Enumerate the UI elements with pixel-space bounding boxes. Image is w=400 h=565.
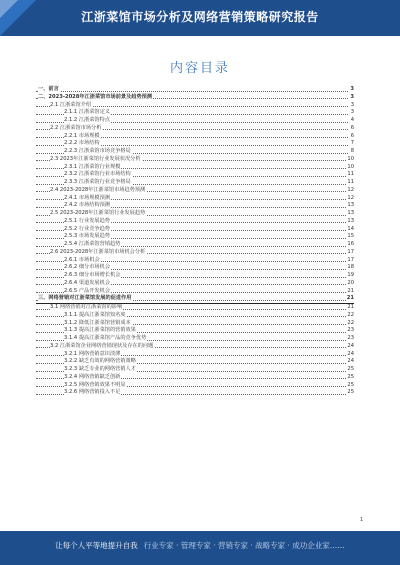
toc-entry-page: 11 bbox=[347, 179, 354, 185]
toc-entry[interactable] bbox=[36, 156, 354, 164]
toc-entry-page: 3 bbox=[350, 101, 354, 108]
toc-entry[interactable] bbox=[36, 117, 354, 125]
toc-entry[interactable] bbox=[36, 264, 354, 272]
toc-entry-page: 11 bbox=[347, 171, 354, 178]
toc-entry-page: 19 bbox=[347, 272, 354, 278]
toc-entry-page: 16 bbox=[347, 241, 354, 247]
toc-entry-title: 3.2.3 缺乏专业的网络营销人才 bbox=[64, 366, 136, 372]
toc-entry-title: 2.2.3 江浙菜馆市场竞争格局 bbox=[64, 148, 131, 154]
toc-entry[interactable] bbox=[36, 312, 354, 320]
footer-text bbox=[0, 531, 400, 565]
toc-entry-title: 2.4.1 市场规模预测 bbox=[64, 194, 110, 201]
toc-entry-page: 22 bbox=[347, 311, 354, 318]
toc-entry-page: 25 bbox=[347, 373, 354, 380]
toc-entry[interactable] bbox=[36, 125, 354, 133]
toc-entry-title: 3.2.6 网络营销投入不足 bbox=[64, 389, 121, 396]
table-of-contents bbox=[36, 86, 354, 397]
toc-entry-page: 25 bbox=[347, 381, 354, 388]
toc-entry-title: 2.3.1 江浙菜馆行业规模 bbox=[64, 163, 121, 170]
toc-entry-page: 25 bbox=[347, 389, 354, 396]
toc-entry-page: 12 bbox=[347, 194, 354, 201]
toc-entry-page: 12 bbox=[347, 186, 354, 193]
toc-entry-page: 3 bbox=[350, 109, 354, 116]
toc-entry-title: 3.1.4 提高江浙菜馆产品的竞争优势 bbox=[64, 335, 147, 341]
toc-entry[interactable] bbox=[36, 218, 354, 226]
toc-entry-title: 3.1.2 降低江浙菜馆营销成本 bbox=[64, 319, 131, 326]
toc-entry-title: 2.1.1 江浙菜馆定义 bbox=[64, 109, 110, 116]
footer-tagline: 行业专家 · 管理专家 · 营销专家 · 战略专家 · 成功企业家…… bbox=[143, 541, 345, 550]
toc-entry[interactable] bbox=[36, 389, 354, 397]
toc-entry-page: 3 bbox=[350, 93, 354, 100]
toc-entry-page: 23 bbox=[347, 335, 354, 341]
toc-entry-title: 3.2.5 网络营销效果不明显 bbox=[64, 381, 126, 388]
toc-entry-page: 3 bbox=[350, 86, 354, 92]
toc-entry-page: 21 bbox=[347, 287, 354, 294]
toc-entry-title: 2.5.1 行业发展趋势 bbox=[64, 217, 110, 224]
toc-entry-page: 25 bbox=[347, 366, 354, 372]
toc-entry-title: 一、前言 bbox=[38, 86, 59, 92]
toc-entry-title: 2.6.4 渠道发展机会 bbox=[64, 279, 110, 286]
toc-entry-page: 24 bbox=[347, 342, 354, 349]
toc-entry-title: 3.1 网络营销对江浙菜馆的影响 bbox=[50, 304, 123, 310]
toc-entry[interactable] bbox=[36, 210, 354, 218]
toc-entry-title: 2.2 江浙菜馆市场分析 bbox=[50, 124, 102, 131]
toc-entry-title: 2.1 江浙菜馆介绍 bbox=[50, 101, 92, 108]
toc-entry-page: 4 bbox=[350, 117, 354, 123]
toc-entry[interactable] bbox=[36, 140, 354, 148]
toc-entry[interactable] bbox=[36, 94, 354, 102]
toc-entry-title: 二、2023-2028年江浙菜馆市场前景及趋势预测 bbox=[38, 93, 153, 100]
toc-entry-page: 10 bbox=[347, 163, 354, 170]
toc-entry-title: 三、网络营销对江浙菜馆发展的促进作用 bbox=[38, 295, 132, 302]
toc-entry-title: 2.3.2 江浙菜馆行业市场结构 bbox=[64, 171, 131, 178]
toc-entry-page: 13 bbox=[347, 217, 354, 224]
toc-entry-title: 2.3.3 江浙菜馆行业竞争格局 bbox=[64, 179, 131, 185]
toc-entry[interactable] bbox=[36, 109, 354, 117]
footer-bar bbox=[0, 531, 400, 565]
toc-entry-title: 3.2.2 缺乏有效的网络营销策略 bbox=[64, 358, 136, 365]
toc-entry-page: 8 bbox=[350, 148, 354, 154]
toc-entry-title: 2.6.2 细分市场机会 bbox=[64, 264, 110, 271]
toc-heading: 内容目录 bbox=[169, 61, 230, 76]
toc-entry[interactable] bbox=[36, 148, 354, 156]
page-number: 1 bbox=[360, 517, 364, 523]
toc-entry-title: 2.6.5 产品开发机会 bbox=[64, 287, 110, 294]
toc-entry-title: 2.5.4 江浙菜馆营销趋势 bbox=[64, 241, 121, 247]
toc-entry-title: 3.1.1 提高江浙菜馆知名度 bbox=[64, 311, 126, 318]
toc-entry[interactable] bbox=[36, 335, 354, 343]
toc-entry[interactable] bbox=[36, 171, 354, 179]
toc-entry-page: 6 bbox=[350, 124, 354, 131]
footer-slogan: 让每个人平等地提升自我 bbox=[55, 541, 138, 550]
toc-entry[interactable] bbox=[36, 86, 354, 94]
toc-entry-title: 3.1.3 提高江浙菜馆的营销效果 bbox=[64, 327, 136, 334]
toc-entry-page: 21 bbox=[347, 304, 354, 310]
toc-entry[interactable] bbox=[36, 366, 354, 374]
toc-entry-page: 17 bbox=[347, 248, 354, 255]
document-title: 江浙菜馆市场分析及网络营销策略研究报告 bbox=[81, 10, 319, 24]
toc-entry[interactable] bbox=[36, 374, 354, 382]
toc-entry-title: 3.2 江浙菜馆企业网络营销现状及存在的问题 bbox=[50, 342, 154, 349]
toc-entry-title: 2.5 2023-2028年江浙菜馆行业发展趋势 bbox=[50, 210, 146, 216]
toc-entry-page: 18 bbox=[347, 264, 354, 271]
toc-entry-page: 14 bbox=[347, 225, 354, 232]
toc-entry-page: 23 bbox=[347, 327, 354, 334]
toc-entry-page: 21 bbox=[346, 295, 354, 302]
toc-entry-title: 2.3 2023年江浙菜馆行业发展状况分析 bbox=[50, 155, 141, 162]
toc-leader-dots bbox=[36, 91, 348, 92]
toc-entry-title: 2.2.2 市场结构 bbox=[64, 140, 100, 147]
toc-entry[interactable] bbox=[36, 280, 354, 288]
toc-entry-page: 22 bbox=[347, 319, 354, 326]
toc-entry-title: 2.1.2 江浙菜馆特点 bbox=[64, 117, 110, 123]
toc-entry-title: 3.2.4 网络营销缺乏创新 bbox=[64, 373, 121, 380]
toc-entry-page: 15 bbox=[347, 233, 354, 240]
toc-entry-page: 10 bbox=[347, 155, 354, 162]
toc-entry-title: 2.6 2023-2028年江浙菜馆市场机会分析 bbox=[50, 248, 146, 255]
toc-entry[interactable] bbox=[36, 187, 354, 195]
toc-entry-page: 7 bbox=[350, 140, 354, 147]
toc-entry[interactable] bbox=[36, 304, 354, 312]
toc-entry-page: 13 bbox=[347, 202, 354, 209]
toc-entry-title: 2.4 2023-2028年江浙菜馆市场趋势预测 bbox=[50, 186, 146, 193]
toc-entry-title: 2.2.1 市场规模 bbox=[64, 132, 100, 139]
toc-entry-page: 24 bbox=[347, 350, 354, 357]
toc-entry-page: 17 bbox=[347, 256, 354, 263]
toc-entry[interactable] bbox=[36, 358, 354, 366]
toc-entry-title: 2.4.2 市场结构预测 bbox=[64, 202, 110, 209]
toc-entry[interactable] bbox=[36, 343, 354, 351]
toc-entry[interactable] bbox=[36, 233, 354, 241]
toc-entry-title: 2.6.1 市场机会 bbox=[64, 256, 100, 263]
toc-entry[interactable] bbox=[36, 272, 354, 280]
toc-entry-page: 20 bbox=[347, 279, 354, 286]
toc-entry[interactable] bbox=[36, 295, 354, 304]
toc-entry-title: 2.5.3 市场发展趋势 bbox=[64, 233, 110, 240]
header-bar bbox=[0, 0, 400, 36]
toc-entry-page: 13 bbox=[347, 210, 354, 216]
toc-entry[interactable] bbox=[36, 202, 354, 210]
toc-entry-page: 24 bbox=[347, 358, 354, 365]
toc-entry-title: 3.2.1 网络营销意识淡薄 bbox=[64, 350, 121, 357]
toc-entry[interactable] bbox=[36, 249, 354, 257]
toc-entry-title: 2.6.3 细分市场增长机会 bbox=[64, 272, 121, 278]
toc-entry[interactable] bbox=[36, 327, 354, 335]
toc-entry[interactable] bbox=[36, 241, 354, 249]
toc-entry-page: 6 bbox=[350, 132, 354, 139]
toc-entry-title: 2.5.2 行业竞争趋势 bbox=[64, 225, 110, 232]
toc-entry[interactable] bbox=[36, 179, 354, 187]
